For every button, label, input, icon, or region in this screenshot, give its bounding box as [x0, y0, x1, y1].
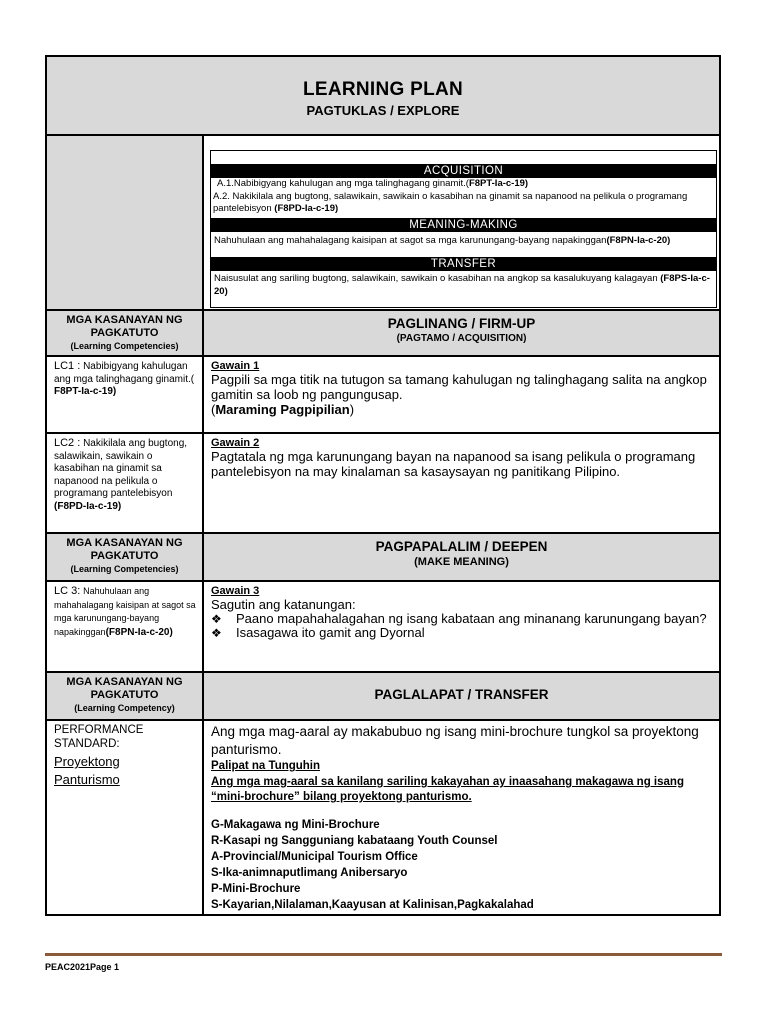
- gawain1-bold: Maraming Pagpipilian: [215, 402, 350, 417]
- transfer-bar: TRANSFER: [211, 257, 716, 271]
- gawain3-cell: [204, 582, 719, 671]
- footer-page-label: PEAC2021Page 1: [45, 962, 120, 972]
- transfer-left-title: MGA KASANAYAN NG PAGKATUTO: [66, 676, 183, 701]
- performance-standard-cell: [47, 721, 204, 914]
- gawain3-title: Gawain 3: [211, 585, 260, 597]
- deepen-left-title: MGA KASANAYAN NG PAGKATUTO: [66, 537, 183, 562]
- meaning-code: (F8PN-Ia-c-20): [606, 234, 671, 246]
- acquisition-a1: [211, 178, 716, 191]
- lc1-text: Nabibigyang kahulugan ang mga talinghagang ginamit.(: [54, 361, 195, 385]
- lc3-text: Nahuhulaan ang mahahalagang kaisipan at sagot sa mga karunungang-bayang napakinggan: [54, 586, 196, 637]
- meaning-making-bar: MEANING-MAKING: [211, 218, 716, 232]
- firmup-title: PAGLINANG / FIRM-UP: [387, 316, 536, 331]
- competency-box-spacer: [211, 151, 716, 164]
- transfer-desc: Naisusulat ang sariling bugtong, salawikain, sawikain o kasabihan na angkop sa kasalukuyang kalagayan: [214, 273, 658, 284]
- explore-right-cell: [204, 136, 719, 309]
- perf-line1: Proyektong: [54, 754, 120, 769]
- grasps-product: P-Mini-Brochure: [211, 883, 301, 895]
- transfer-text: [211, 271, 716, 300]
- acq-a1-code: F8PT-Ia-c-19): [468, 178, 529, 189]
- learning-plan-table: [45, 55, 721, 916]
- transfer-code: (F8PS-Ia-c-20): [214, 273, 710, 297]
- lc1-row: [47, 357, 719, 432]
- gawain1-text: Pagpili sa mga titik na tutugon sa tamang kahulugan ng talinghagang salita na angkop gamitin sa loob ng pangungusap.: [211, 372, 707, 402]
- transfer-header-row: [47, 673, 719, 719]
- deepen-header-row: [47, 534, 719, 580]
- gawain2-title: Gawain 2: [211, 437, 260, 449]
- lc2-cell: [47, 434, 204, 532]
- grasps-list: [211, 817, 713, 913]
- gawain2-text: Pagtatala ng mga karunungang bayan na napanood sa isang pelikula o programang pantelebisyon na may kinalaman sa kasaysayan ng panitikang Pilipino.: [211, 449, 696, 479]
- transfer-content-row: [47, 721, 719, 914]
- lc1-cell: [47, 357, 204, 432]
- meaning-making-text: [211, 232, 716, 252]
- transfer-details-cell: [204, 721, 719, 914]
- deepen-title: PAGPAPALALIM / DEEPEN: [375, 539, 548, 554]
- perf-line2: Panturismo: [54, 772, 120, 787]
- explore-left-cell: [47, 136, 204, 309]
- lc1-code: F8PT-Ia-c-19): [54, 386, 117, 397]
- acquisition-bar: ACQUISITION: [211, 164, 716, 178]
- lc2-row: [47, 434, 719, 532]
- meaning-text: Nahuhulaan ang mahahalagang kaisipan at sagot sa mga karunungang-bayang napakinggan: [214, 234, 607, 246]
- firmup-header-row: [47, 311, 719, 355]
- gawain3-item: [211, 612, 719, 626]
- deepen-right-header: [204, 534, 719, 580]
- gawain1-body: [211, 372, 719, 417]
- firmup-left-title: MGA KASANAYAN NG PAGKATUTO: [66, 314, 183, 339]
- deepen-left-sub: (Learning Competencies): [70, 564, 179, 574]
- grasps-goal: G-Makagawa ng Mini-Brochure: [211, 819, 380, 831]
- gawain1-open: (: [211, 402, 216, 417]
- footer-rule: [45, 953, 722, 956]
- grasps-standards: S-Kayarian,Nilalaman,Kaayusan at Kalinisan,Pagkakalahad: [211, 899, 534, 911]
- diamond-bullet-icon: ❖: [211, 612, 222, 626]
- plan-header: [47, 57, 719, 136]
- lc2-code: (F8PD-Ia-c-19): [54, 500, 122, 512]
- plan-title: LEARNING PLAN: [302, 79, 464, 100]
- acq-a1-text: A.1.Nabibigyang kahulugan ang mga talinghagang ginamit.(: [217, 178, 469, 189]
- transfer-title: PAGLALAPAT / TRANSFER: [374, 687, 549, 702]
- lc1-label: LC1 :: [54, 360, 81, 372]
- transfer-right-header: [204, 673, 719, 719]
- firmup-right-header: [204, 311, 719, 355]
- gawain3-item: [211, 626, 719, 640]
- gawain1-title: Gawain 1: [211, 360, 260, 372]
- perf-label: PERFORMANCE STANDARD:: [54, 724, 144, 750]
- gawain3-item-text: Paano mapahahalagahan ng isang kabataan ang minanang karunungang bayan?: [236, 611, 707, 626]
- acquisition-a2: [211, 191, 716, 216]
- lc3-code: (F8PN-Ia-c-20): [105, 626, 173, 638]
- palipat-title: Palipat na Tunguhin: [211, 760, 321, 772]
- deepen-sub: (MAKE MEANING): [414, 556, 509, 568]
- grasps-role: R-Kasapi ng Sangguniang kabataang Youth Counsel: [211, 835, 498, 847]
- transfer-left-sub: (Learning Competency): [74, 703, 175, 713]
- gawain1-close: ): [349, 402, 355, 417]
- acq-a2-code: (F8PD-Ia-c-19): [274, 203, 339, 214]
- transfer-intro: Ang mga mag-aaral ay makabubuo ng isang mini-brochure tungkol sa proyektong panturismo.: [211, 724, 699, 757]
- gawain1-cell: [204, 357, 719, 432]
- gawain3-item-text: Isasagawa ito gamit ang Dyornal: [236, 625, 425, 640]
- lc3-row: [47, 582, 719, 671]
- lc2-label: LC2 :: [54, 437, 81, 449]
- deepen-left-header: [47, 534, 204, 580]
- transfer-left-header: [47, 673, 204, 719]
- diamond-bullet-icon: ❖: [211, 626, 222, 640]
- firmup-left-sub: (Learning Competencies): [70, 341, 179, 351]
- gawain3-intro: Sagutin ang katanungan:: [211, 597, 356, 612]
- firmup-sub: (PAGTAMO / ACQUISITION): [396, 333, 527, 344]
- lc3-cell: [47, 582, 204, 671]
- gawain2-cell: [204, 434, 719, 532]
- lc3-label: LC 3:: [54, 585, 81, 597]
- explore-row: [47, 136, 719, 309]
- plan-subtitle: PAGTUKLAS / EXPLORE: [306, 103, 460, 118]
- acq-a2-text: A.2. Nakikilala ang bugtong, salawikain, sawikain o kasabihan na ginamit sa napanood na pelikula o programang pantelebisyon: [213, 190, 688, 214]
- competency-box: [210, 150, 717, 308]
- grasps-audience: A-Provincial/Municipal Tourism Office: [211, 851, 418, 863]
- palipat-text: Ang mga mag-aaral sa kanilang sariling kakayahan ay inaasahang makagawa ng isang “mini-brochure” bilang proyektong panturismo.: [211, 776, 684, 803]
- firmup-left-header: [47, 311, 204, 355]
- lc2-text: Nakikilala ang bugtong, salawikain, sawikain o kasabihan na ginamit sa napanood na pelikula o programang pantelebisyon: [54, 438, 188, 499]
- grasps-situation: S-Ika-animnaputlimang Anibersaryo: [211, 867, 408, 879]
